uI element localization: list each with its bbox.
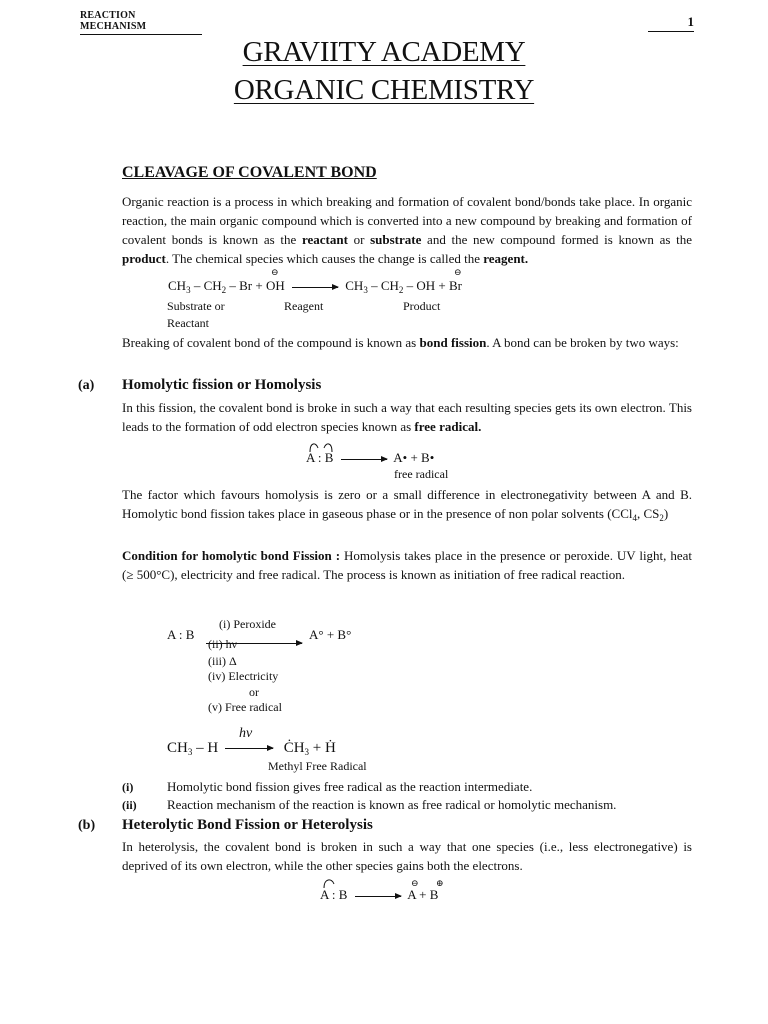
anion-charge: ⊖ <box>411 878 419 888</box>
label-product: Product <box>403 299 441 313</box>
point-num-2: (ii) <box>122 798 137 812</box>
part-b-label: (b) <box>78 818 96 833</box>
page-number: 1 <box>648 14 694 32</box>
heterolysis-paragraph: In heterolysis, the covalent bond is broken in such a way that one species (i.e., less electronegative) is deprived of its own electron, while the other species gains both the electrons. <box>122 839 692 873</box>
part-a-label: (a) <box>78 378 95 393</box>
section-heading: CLEAVAGE OF COVALENT BOND <box>122 164 377 181</box>
methane-equation: $CH_3$ – H hν $ĊH_3$ + Ḣ <box>167 726 336 757</box>
point-num-1: (i) <box>122 780 134 794</box>
condition-free-radical: (v) Free radical <box>208 700 282 714</box>
condition-peroxide: (i) Peroxide <box>219 617 276 631</box>
title-line-2: ORGANIC CHEMISTRY <box>233 74 535 106</box>
running-header: REACTION MECHANISM <box>80 10 202 35</box>
hydroxide-charge: ⊖ <box>270 267 279 277</box>
reaction-equation-1: $CH_3 - CH_2$ – Br + ⊖ OH $CH_3 - CH_2$ – OH + ⊖ Br <box>168 267 462 295</box>
methyl-caption: Methyl Free Radical <box>268 759 367 773</box>
heterolysis-equation: A : B A + B <box>320 887 439 902</box>
homolysis-paragraph: In this fission, the covalent bond is broke in such a way that each resulting species gets its own electron. This leads to the formation of odd electron species known as free radical. <box>122 400 692 434</box>
cation-charge: ⊕ <box>436 878 444 888</box>
condition-hv: (ii) hν <box>208 637 238 651</box>
condition-electricity: (iv) Electricity <box>208 669 279 683</box>
free-radical-caption: free radical <box>394 467 449 481</box>
heterolysis-arrow <box>355 896 401 897</box>
condition-eq-right: A° + B° <box>309 627 352 642</box>
methane-arrow <box>225 748 273 749</box>
bond-fission-paragraph: Breaking of covalent bond of the compound is known as bond fission. A bond can be broken by two ways: <box>122 335 679 350</box>
homolysis-factor-paragraph: The factor which favours homolysis is zero or a small difference in electronegativity between A and B. Homolytic bond fission takes place in gaseous phase or in the presence of non polar solvents (CCl$_4$, $CS_2$) <box>122 487 692 523</box>
point-text-2: Reaction mechanism of the reaction is known as free radical or homolytic mechanism. <box>167 797 617 812</box>
condition-heat: (iii) Δ <box>208 654 237 668</box>
point-text-1: Homolytic bond fission gives free radical as the reaction intermediate. <box>167 779 533 794</box>
label-substrate: Substrate or <box>167 299 225 313</box>
reaction-arrow <box>292 287 338 288</box>
bromide-charge: ⊖ <box>453 267 462 277</box>
homolysis-arrow <box>341 459 387 460</box>
title-line-1: GRAVIITY ACADEMY <box>242 36 526 68</box>
label-reagent: Reagent <box>284 299 324 313</box>
label-reactant: Reactant <box>167 316 209 330</box>
page-title <box>0 36 768 69</box>
part-b-heading: Heterolytic Bond Fission or Heterolysis <box>122 817 373 833</box>
condition-paragraph: Condition for homolytic bond Fission : Homolysis takes place in the presence or peroxide. UV light, heat (≥ 500°C), electricity and free radical. The process is known as initiation of free radical reaction. <box>122 548 692 582</box>
homolysis-equation: A : B A• + B• <box>306 450 435 465</box>
hv-label: hν <box>238 726 253 741</box>
page-subtitle <box>0 74 768 107</box>
condition-or: or <box>249 685 259 699</box>
condition-eq-left: A : B <box>167 627 195 642</box>
part-a-heading: Homolytic fission or Homolysis <box>122 377 322 393</box>
intro-paragraph: Organic reaction is a process in which breaking and formation of covalent bond/bonds take place. In organic reaction, the main organic compound which is converted into a new compound by breaking and formation of covalent bonds is known as the reactant or substrate and the new compound formed is known as the product. The chemical species which causes the change is called the reagent. <box>122 194 692 266</box>
